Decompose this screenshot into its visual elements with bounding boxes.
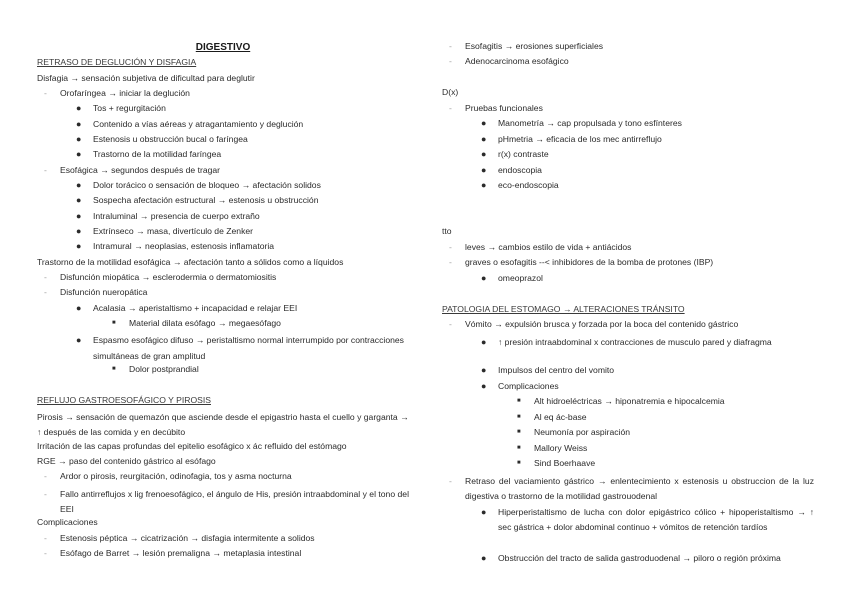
line-text: Vómito → expulsión brusca y forzada por la boca del contenido gástrico [465, 319, 739, 330]
bullet-marker: ● [481, 336, 487, 347]
line-text: D(x) [442, 87, 459, 98]
line-text: Esófago de Barret → lesión premaligna → metaplasia intestinal [60, 547, 302, 558]
line-text: Estenosis u obstrucción bucal o faríngea [93, 133, 248, 144]
line-text: REFLUJO GASTROESOFÁGICO Y PIROSIS [37, 394, 211, 405]
text-line-esofagica-segundos-despues-de-tragar [44, 164, 221, 176]
text-line-irritacion-de-las-capas-profundas-del-ep [37, 441, 347, 452]
bullet-marker: - [449, 319, 452, 330]
line-text: eco-endoscopia [498, 180, 559, 191]
text-line-pirosis-sensacion-de-quemazon-que-ascien [37, 410, 409, 441]
line-text: Tos + regurgitación [93, 103, 166, 114]
bullet-marker: - [449, 257, 452, 268]
text-line-endoscopia [481, 164, 542, 176]
line-text: Adenocarcinoma esofágico [465, 56, 569, 67]
line-text: Disfunción nueropática [60, 287, 148, 298]
bullet-marker: ● [481, 272, 487, 283]
bullet-marker: - [44, 488, 47, 499]
line-text: omeoprazol [498, 272, 543, 283]
line-text: graves o esofagitis --< inhibidores de la bomba de protones (IBP) [465, 257, 714, 268]
bullet-marker: ● [76, 179, 82, 190]
text-line-hiperperistaltismo-de-lucha-con-dolor-ep [481, 505, 814, 536]
bullet-marker: - [449, 241, 452, 252]
bullet-marker: ● [76, 302, 82, 313]
line-text: Disfagia → sensación subjetiva de dificultad para deglutir [37, 72, 255, 83]
bullet-marker: - [449, 56, 452, 67]
line-text: DIGESTIVO [195, 42, 251, 53]
line-text: Al eq ác-base [534, 411, 587, 422]
text-line-leves-cambios-estilo-de-vida-antiacidos [449, 241, 632, 253]
text-line-trastorno-de-la-motilidad-faringea [76, 149, 222, 160]
bullet-marker: ● [76, 225, 82, 236]
bullet-marker: ● [481, 506, 487, 517]
line-text: RETRASO DE DEGLUCIÓN Y DISFAGIA [37, 57, 197, 68]
line-text: Complicaciones [37, 517, 98, 528]
line-text: Esofagitis → erosiones superficiales [465, 41, 604, 51]
bullet-marker: ● [76, 103, 82, 114]
text-line-impulsos-del-centro-del-vomito [481, 365, 615, 376]
line-text: Mallory Weiss [534, 442, 588, 453]
bullet-marker: ● [76, 149, 82, 160]
bullet-marker: ● [481, 380, 487, 391]
text-line-espasmo-esofagico-difuso-peristaltismo-n [76, 333, 409, 364]
section-heading-patologia-del-estomago-alteraciones-tran [442, 304, 685, 315]
bullet-marker: ● [76, 210, 82, 221]
line-text: Contenido a vías aéreas y atragantamiento y deglución [93, 118, 304, 129]
line-text: Manometría → cap propulsada y tono esfínteres [498, 118, 682, 129]
line-text: Intramural → neoplasias, estenosis inflamatoria [93, 241, 275, 252]
text-line-d-x [442, 87, 458, 98]
text-line-r-x-contraste [481, 149, 549, 160]
bullet-marker: ● [76, 133, 82, 144]
line-text: RGE → paso del contenido gástrico al esófago [37, 455, 216, 466]
text-line-adenocarcinoma-esofagico [449, 56, 569, 67]
line-text: Hiperperistaltismo de lucha con dolor epigástrico cólico + hipoperistaltismo → ↑ sec gástrica + dolor abdominal continuo + vómitos de retención tardíos [498, 506, 814, 532]
line-text: Espasmo esofágico difuso → peristaltismo normal interrumpido por contracciones simultáneas de gran amplitud [93, 335, 404, 361]
line-text: Dolor postprandial [129, 363, 199, 374]
text-line-contenido-a-vias-aereas-y-atragantamient [76, 118, 304, 130]
text-line-retraso-del-vaciamiento-gastrico-enlente [449, 474, 814, 505]
text-line-intraluminal-presencia-de-cuerpo-extrano [76, 210, 260, 222]
bullet-marker: - [44, 547, 47, 558]
line-text: Impulsos del centro del vomito [498, 365, 615, 376]
line-text: ↑ presión intraabdominal x contracciones de musculo pared y diafragma [498, 336, 772, 347]
line-text: Complicaciones [498, 380, 559, 391]
bullet-marker: ● [76, 195, 82, 206]
line-text: Fallo antirreflujos x lig frenoesofágico, el ángulo de His, presión intraabdominal y el tono del EEI [60, 488, 409, 514]
text-line-intramural-neoplasias-estenosis-inflamat [76, 241, 275, 252]
text-line-obstruccion-del-tracto-de-salida-gastrod [481, 551, 814, 566]
bullet-marker: ● [481, 133, 487, 144]
page-title-digestivo [37, 42, 409, 53]
bullet-marker: - [44, 87, 47, 98]
bullet-marker: - [44, 532, 47, 543]
line-text: Neumonía por aspiración [534, 427, 631, 438]
section-heading-reflujo-gastroesofagico-y-pirosis [37, 395, 211, 406]
text-line-tos-regurgitacion [76, 103, 166, 114]
line-text: endoscopia [498, 164, 542, 175]
text-line-neumonia-por-aspiracion [517, 427, 631, 438]
bullet-marker: ■ [517, 444, 521, 451]
bullet-marker: ● [76, 118, 82, 129]
bullet-marker: ● [481, 164, 487, 175]
line-text: Esofágica → segundos después de tragar [60, 164, 221, 175]
text-line-mallory-weiss [517, 442, 588, 454]
bullet-marker: - [449, 41, 452, 51]
line-text: leves → cambios estilo de vida + antiácidos [465, 241, 632, 252]
text-line-rge-paso-del-contenido-gastrico-al-esofa [37, 456, 216, 467]
line-text: Orofaríngea → iniciar la deglución [60, 87, 190, 98]
line-text: Estenosis péptica → cicatrización → disfagia intermitente a solidos [60, 532, 315, 543]
line-text: Retraso del vaciamiento gástrico → enlentecimiento x estenosis u obstruccion de la luz digestiva o trastorno de la motilidad gastrouodenal [465, 475, 814, 502]
text-line-disfuncion-nueropatica [44, 287, 148, 298]
bullet-marker: - [449, 475, 452, 486]
text-line-complicaciones [481, 380, 559, 392]
bullet-marker: ● [76, 241, 82, 252]
line-text: Pruebas funcionales [465, 102, 543, 113]
bullet-marker: ■ [517, 413, 521, 420]
text-line-disfuncion-miopatica-esclerodermia-o-der [44, 271, 277, 283]
bullet-marker: ● [76, 335, 82, 346]
line-text: PATOLOGIA DEL ESTOMAGO → ALTERACIONES TRÁNSITO [442, 303, 685, 314]
text-line-al-eq-ac-base [517, 411, 587, 423]
bullet-marker: - [44, 164, 47, 175]
line-text: Alt hidroeléctricas → hiponatremia e hipocalcemia [534, 396, 725, 407]
text-line-eco-endoscopia [481, 180, 559, 191]
line-text: Ardor o pirosis, reurgitación, odinofagia, tos y asma nocturna [60, 471, 292, 482]
text-line-omeoprazol [481, 272, 543, 284]
line-text: Dolor torácico o sensación de bloqueo → afectación solidos [93, 179, 321, 190]
text-line-sind-boerhaave [517, 458, 596, 469]
bullet-marker: ● [481, 118, 487, 129]
text-line-pruebas-funcionales [449, 102, 543, 114]
bullet-marker: - [449, 102, 452, 113]
text-line-estenosis-u-obstruccion-bucal-o-faringea [76, 133, 248, 145]
text-line-vomito-expulsion-brusca-y-forzada-por-la [449, 319, 739, 330]
bullet-marker: ● [481, 180, 487, 191]
bullet-marker: ● [481, 149, 487, 160]
bullet-marker: ● [481, 552, 487, 563]
text-line-ardor-o-pirosis-reurgitacion-odinofagia- [44, 471, 292, 482]
text-line-acalasia-aperistaltismo-incapacidad-e-re [76, 302, 298, 314]
text-line-orofaringea-iniciar-la-deglucion [44, 87, 190, 99]
line-text: Sind Boerhaave [534, 458, 596, 469]
line-text: Trastorno de la motilidad faríngea [93, 149, 222, 160]
line-text: Disfunción miopática → esclerodermia o dermatomiositis [60, 271, 277, 282]
bullet-marker: - [44, 471, 47, 482]
text-line-complicaciones [37, 517, 98, 528]
text-line-sospecha-afectacion-estructural-estenosi [76, 195, 319, 206]
bullet-marker: ■ [112, 365, 116, 372]
line-text: Material dilata esófago → megaesófago [129, 317, 281, 328]
text-line-phmetria-eficacia-de-los-mec-antirrefluj [481, 133, 662, 145]
bullet-marker: ■ [517, 429, 521, 436]
text-line-esofagitis-erosiones-superficiales [449, 41, 604, 52]
bullet-marker: ■ [517, 460, 521, 467]
line-text: pHmetria → eficacia de los mec antirreflujo [498, 133, 662, 144]
bullet-marker: ■ [517, 398, 521, 405]
line-text: Intraluminal → presencia de cuerpo extraño [93, 210, 260, 221]
bullet-marker: ● [481, 365, 487, 376]
text-line-alt-hidroelectricas-hiponatremia-e-hipoc [517, 396, 725, 407]
line-text: Sospecha afectación estructural → estenosis u obstrucción [93, 195, 319, 206]
line-text: tto [442, 226, 452, 237]
line-text: Pirosis → sensación de quemazón que asciende desde el epigastrio hasta el cuello y garganta → ↑ después de las comida y en decúbito [37, 411, 409, 438]
bullet-marker: ■ [112, 319, 116, 326]
line-text: Obstrucción del tracto de salida gastroduodenal → piloro o región próxima [498, 552, 781, 563]
line-text: Irritación de las capas profundas del epitelio esofágico x ác refluido del estómago [37, 440, 347, 451]
line-text: r(x) contraste [498, 149, 549, 160]
text-line-trastorno-de-la-motilidad-esofagica-afec [37, 257, 343, 268]
text-line-dolor-postprandial [112, 363, 199, 375]
text-line-estenosis-peptica-cicatrizacion-disfagia [44, 532, 315, 544]
text-line-graves-o-esofagitis-inhibidores-de-la-bo [449, 257, 714, 268]
text-line-fallo-antirreflujos-x-lig-frenoesofagico [44, 487, 409, 518]
text-line-dolor-toracico-o-sensacion-de-bloqueo-af [76, 179, 321, 191]
text-line-esofago-de-barret-lesion-premaligna-meta [44, 547, 302, 559]
text-line-presion-intraabdominal-x-contracciones-d [481, 335, 814, 350]
bullet-marker: - [44, 271, 47, 282]
text-line-disfagia-sensacion-subjetiva-de-dificult [37, 73, 255, 84]
text-line-material-dilata-esofago-megaesofago [112, 317, 281, 329]
section-heading-retraso-de-deglucion-y-disfagia [37, 57, 196, 68]
text-line-tto [442, 226, 452, 237]
bullet-marker: - [44, 287, 47, 298]
line-text: Acalasia → aperistaltismo + incapacidad e relajar EEI [93, 302, 298, 313]
line-text: Extrínseco → masa, divertículo de Zenker [93, 225, 254, 236]
line-text: Trastorno de la motilidad esofágica → afectación tanto a sólidos como a líquidos [37, 256, 344, 267]
text-line-extrinseco-masa-diverticulo-de-zenker [76, 225, 254, 237]
text-line-manometria-cap-propulsada-y-tono-esfinte [481, 118, 682, 129]
